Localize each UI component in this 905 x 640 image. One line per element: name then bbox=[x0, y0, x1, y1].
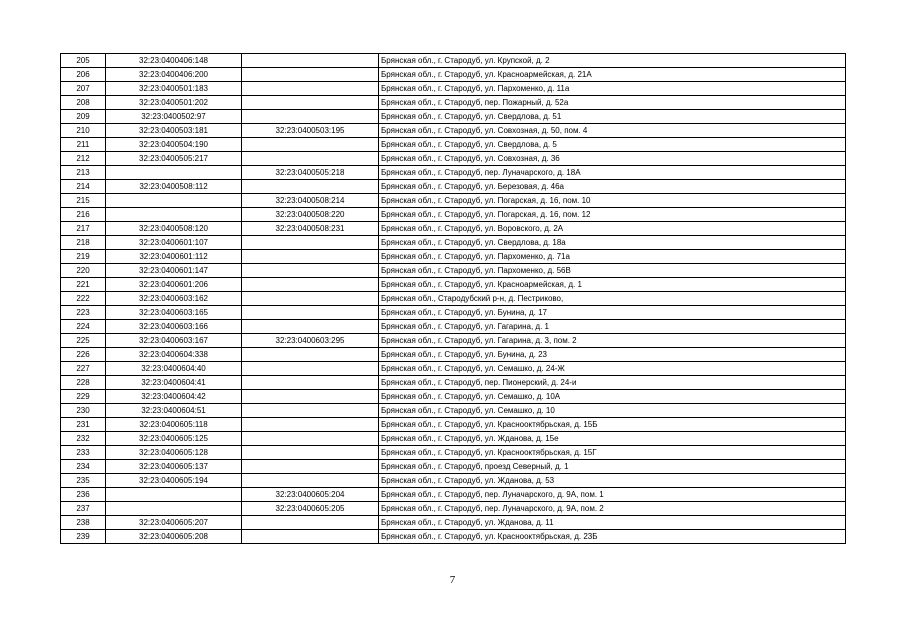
row-number-cell: 222 bbox=[61, 292, 106, 306]
table-row bbox=[61, 334, 846, 348]
cadastral-number-2-cell bbox=[242, 278, 379, 292]
cadastral-number-cell: 32:23:0400502:97 bbox=[106, 110, 242, 124]
table-row bbox=[61, 222, 846, 236]
row-number-cell: 215 bbox=[61, 194, 106, 208]
table-row bbox=[61, 124, 846, 138]
row-number-cell: 229 bbox=[61, 390, 106, 404]
row-number-cell: 210 bbox=[61, 124, 106, 138]
table-row bbox=[61, 348, 846, 362]
cadastral-number-2-cell bbox=[242, 348, 379, 362]
cadastral-number-2-cell bbox=[242, 474, 379, 488]
cadastral-number-cell bbox=[106, 488, 242, 502]
row-number-cell: 235 bbox=[61, 474, 106, 488]
cadastral-number-2-cell: 32:23:0400508:214 bbox=[242, 194, 379, 208]
table-row bbox=[61, 208, 846, 222]
cadastral-number-cell bbox=[106, 208, 242, 222]
cadastral-number-2-cell bbox=[242, 320, 379, 334]
cadastral-number-2-cell bbox=[242, 306, 379, 320]
row-number-cell: 214 bbox=[61, 180, 106, 194]
table-row bbox=[61, 194, 846, 208]
address-cell: Брянская обл., г. Стародуб, ул. Бунина, д. 23 bbox=[379, 348, 846, 362]
cadastral-number-cell: 32:23:0400605:128 bbox=[106, 446, 242, 460]
cadastral-number-cell: 32:23:0400406:200 bbox=[106, 68, 242, 82]
table-row bbox=[61, 390, 846, 404]
address-cell: Брянская обл., г. Стародуб, ул. Жданова, д. 53 bbox=[379, 474, 846, 488]
cadastral-number-2-cell: 32:23:0400503:195 bbox=[242, 124, 379, 138]
address-cell: Брянская обл., г. Стародуб, ул. Семашко, д. 10А bbox=[379, 390, 846, 404]
row-number-cell: 238 bbox=[61, 516, 106, 530]
cadastral-number-2-cell bbox=[242, 54, 379, 68]
cadastral-number-2-cell bbox=[242, 390, 379, 404]
cadastral-number-cell: 32:23:0400504:190 bbox=[106, 138, 242, 152]
address-cell: Брянская обл., г. Стародуб, пер. Пожарный, д. 52а bbox=[379, 96, 846, 110]
cadastral-number-cell: 32:23:0400604:41 bbox=[106, 376, 242, 390]
row-number-cell: 221 bbox=[61, 278, 106, 292]
row-number-cell: 234 bbox=[61, 460, 106, 474]
row-number-cell: 226 bbox=[61, 348, 106, 362]
cadastral-number-cell: 32:23:0400605:208 bbox=[106, 530, 242, 544]
table-row bbox=[61, 460, 846, 474]
cadastral-number-2-cell bbox=[242, 152, 379, 166]
row-number-cell: 216 bbox=[61, 208, 106, 222]
cadastral-number-cell: 32:23:0400604:338 bbox=[106, 348, 242, 362]
cadastral-number-cell: 32:23:0400505:217 bbox=[106, 152, 242, 166]
row-number-cell: 211 bbox=[61, 138, 106, 152]
cadastral-number-cell: 32:23:0400603:165 bbox=[106, 306, 242, 320]
registry-table bbox=[60, 53, 846, 544]
row-number-cell: 231 bbox=[61, 418, 106, 432]
row-number-cell: 213 bbox=[61, 166, 106, 180]
cadastral-number-cell: 32:23:0400406:148 bbox=[106, 54, 242, 68]
table-row bbox=[61, 180, 846, 194]
address-cell: Брянская обл., г. Стародуб, ул. Красноармейская, д. 1 bbox=[379, 278, 846, 292]
table-row bbox=[61, 152, 846, 166]
row-number-cell: 205 bbox=[61, 54, 106, 68]
cadastral-number-2-cell bbox=[242, 236, 379, 250]
cadastral-number-2-cell bbox=[242, 138, 379, 152]
cadastral-number-2-cell bbox=[242, 460, 379, 474]
address-cell: Брянская обл., г. Стародуб, ул. Пархоменко, д. 71а bbox=[379, 250, 846, 264]
table-row bbox=[61, 96, 846, 110]
cadastral-number-cell: 32:23:0400508:112 bbox=[106, 180, 242, 194]
table-row bbox=[61, 432, 846, 446]
table-row bbox=[61, 278, 846, 292]
table-row bbox=[61, 320, 846, 334]
cadastral-number-cell bbox=[106, 166, 242, 180]
cadastral-number-2-cell bbox=[242, 250, 379, 264]
address-cell: Брянская обл., г. Стародуб, ул. Пархоменко, д. 11а bbox=[379, 82, 846, 96]
row-number-cell: 220 bbox=[61, 264, 106, 278]
address-cell: Брянская обл., г. Стародуб, ул. Свердлова, д. 5 bbox=[379, 138, 846, 152]
cadastral-number-2-cell bbox=[242, 516, 379, 530]
row-number-cell: 219 bbox=[61, 250, 106, 264]
address-cell: Брянская обл., г. Стародуб, ул. Воровского, д. 2А bbox=[379, 222, 846, 236]
table-row bbox=[61, 474, 846, 488]
cadastral-number-2-cell bbox=[242, 376, 379, 390]
row-number-cell: 236 bbox=[61, 488, 106, 502]
address-cell: Брянская обл., г. Стародуб, ул. Краснооктябрьская, д. 15Г bbox=[379, 446, 846, 460]
cadastral-number-cell: 32:23:0400601:107 bbox=[106, 236, 242, 250]
cadastral-number-cell: 32:23:0400605:194 bbox=[106, 474, 242, 488]
table-row bbox=[61, 446, 846, 460]
row-number-cell: 217 bbox=[61, 222, 106, 236]
address-cell: Брянская обл., г. Стародуб, пер. Луначарского, д. 18А bbox=[379, 166, 846, 180]
table-row bbox=[61, 264, 846, 278]
table-row bbox=[61, 516, 846, 530]
table-row bbox=[61, 236, 846, 250]
row-number-cell: 208 bbox=[61, 96, 106, 110]
address-cell: Брянская обл., г. Стародуб, ул. Семашко, д. 10 bbox=[379, 404, 846, 418]
cadastral-number-cell: 32:23:0400501:202 bbox=[106, 96, 242, 110]
address-cell: Брянская обл., г. Стародуб, пер. Луначарского, д. 9А, пом. 2 bbox=[379, 502, 846, 516]
table-row bbox=[61, 54, 846, 68]
row-number-cell: 233 bbox=[61, 446, 106, 460]
table-row bbox=[61, 68, 846, 82]
address-cell: Брянская обл., г. Стародуб, проезд Северный, д. 1 bbox=[379, 460, 846, 474]
cadastral-number-2-cell bbox=[242, 432, 379, 446]
table-row bbox=[61, 166, 846, 180]
address-cell: Брянская обл., г. Стародуб, ул. Жданова, д. 15е bbox=[379, 432, 846, 446]
cadastral-number-2-cell bbox=[242, 418, 379, 432]
address-cell: Брянская обл., г. Стародуб, пер. Луначарского, д. 9А, пом. 1 bbox=[379, 488, 846, 502]
cadastral-number-cell: 32:23:0400503:181 bbox=[106, 124, 242, 138]
cadastral-number-2-cell bbox=[242, 68, 379, 82]
cadastral-number-cell: 32:23:0400601:112 bbox=[106, 250, 242, 264]
cadastral-number-2-cell bbox=[242, 530, 379, 544]
cadastral-number-2-cell bbox=[242, 264, 379, 278]
address-cell: Брянская обл., Стародубский р-н, д. Пестриково, bbox=[379, 292, 846, 306]
address-cell: Брянская обл., г. Стародуб, ул. Гагарина, д. 3, пом. 2 bbox=[379, 334, 846, 348]
table-row bbox=[61, 292, 846, 306]
address-cell: Брянская обл., г. Стародуб, ул. Пархоменко, д. 56В bbox=[379, 264, 846, 278]
row-number-cell: 228 bbox=[61, 376, 106, 390]
row-number-cell: 237 bbox=[61, 502, 106, 516]
cadastral-number-cell: 32:23:0400601:147 bbox=[106, 264, 242, 278]
cadastral-number-cell bbox=[106, 502, 242, 516]
row-number-cell: 209 bbox=[61, 110, 106, 124]
cadastral-number-2-cell bbox=[242, 362, 379, 376]
row-number-cell: 218 bbox=[61, 236, 106, 250]
table-row bbox=[61, 250, 846, 264]
cadastral-number-cell: 32:23:0400604:51 bbox=[106, 404, 242, 418]
address-cell: Брянская обл., г. Стародуб, ул. Свердлова, д. 18а bbox=[379, 236, 846, 250]
table-row bbox=[61, 306, 846, 320]
cadastral-number-2-cell bbox=[242, 446, 379, 460]
table-row bbox=[61, 530, 846, 544]
cadastral-number-2-cell bbox=[242, 110, 379, 124]
cadastral-number-cell: 32:23:0400501:183 bbox=[106, 82, 242, 96]
cadastral-number-cell: 32:23:0400605:207 bbox=[106, 516, 242, 530]
cadastral-number-2-cell: 32:23:0400605:205 bbox=[242, 502, 379, 516]
row-number-cell: 212 bbox=[61, 152, 106, 166]
address-cell: Брянская обл., г. Стародуб, ул. Свердлова, д. 51 bbox=[379, 110, 846, 124]
address-cell: Брянская обл., г. Стародуб, ул. Погарская, д. 16, пом. 12 bbox=[379, 208, 846, 222]
cadastral-number-2-cell: 32:23:0400508:220 bbox=[242, 208, 379, 222]
table-row bbox=[61, 502, 846, 516]
cadastral-number-2-cell bbox=[242, 180, 379, 194]
table-row bbox=[61, 404, 846, 418]
cadastral-number-cell: 32:23:0400603:167 bbox=[106, 334, 242, 348]
cadastral-number-2-cell: 32:23:0400603:295 bbox=[242, 334, 379, 348]
row-number-cell: 230 bbox=[61, 404, 106, 418]
cadastral-number-2-cell bbox=[242, 96, 379, 110]
table-row bbox=[61, 362, 846, 376]
row-number-cell: 224 bbox=[61, 320, 106, 334]
row-number-cell: 207 bbox=[61, 82, 106, 96]
row-number-cell: 239 bbox=[61, 530, 106, 544]
cadastral-number-cell bbox=[106, 194, 242, 208]
table-row bbox=[61, 138, 846, 152]
address-cell: Брянская обл., г. Стародуб, ул. Совхозная, д. 50, пом. 4 bbox=[379, 124, 846, 138]
address-cell: Брянская обл., г. Стародуб, ул. Крупской, д. 2 bbox=[379, 54, 846, 68]
cadastral-number-2-cell bbox=[242, 292, 379, 306]
address-cell: Брянская обл., г. Стародуб, ул. Бунина, д. 17 bbox=[379, 306, 846, 320]
address-cell: Брянская обл., г. Стародуб, ул. Жданова, д. 11 bbox=[379, 516, 846, 530]
page-number: 7 bbox=[449, 574, 456, 586]
table-row bbox=[61, 82, 846, 96]
cadastral-number-cell: 32:23:0400605:137 bbox=[106, 460, 242, 474]
registry-table-body bbox=[61, 54, 846, 544]
cadastral-number-cell: 32:23:0400605:125 bbox=[106, 432, 242, 446]
table-row bbox=[61, 418, 846, 432]
cadastral-number-cell: 32:23:0400508:120 bbox=[106, 222, 242, 236]
address-cell: Брянская обл., г. Стародуб, ул. Краснооктябрьская, д. 15Б bbox=[379, 418, 846, 432]
cadastral-number-2-cell: 32:23:0400605:204 bbox=[242, 488, 379, 502]
address-cell: Брянская обл., г. Стародуб, ул. Погарская, д. 16, пом. 10 bbox=[379, 194, 846, 208]
row-number-cell: 225 bbox=[61, 334, 106, 348]
cadastral-number-cell: 32:23:0400605:118 bbox=[106, 418, 242, 432]
cadastral-number-cell: 32:23:0400601:206 bbox=[106, 278, 242, 292]
cadastral-number-2-cell: 32:23:0400505:218 bbox=[242, 166, 379, 180]
row-number-cell: 232 bbox=[61, 432, 106, 446]
address-cell: Брянская обл., г. Стародуб, пер. Пионерский, д. 24-и bbox=[379, 376, 846, 390]
cadastral-number-cell: 32:23:0400604:42 bbox=[106, 390, 242, 404]
address-cell: Брянская обл., г. Стародуб, ул. Совхозная, д. 36 bbox=[379, 152, 846, 166]
row-number-cell: 206 bbox=[61, 68, 106, 82]
address-cell: Брянская обл., г. Стародуб, ул. Семашко, д. 24-Ж bbox=[379, 362, 846, 376]
table-row bbox=[61, 110, 846, 124]
row-number-cell: 227 bbox=[61, 362, 106, 376]
row-number-cell: 223 bbox=[61, 306, 106, 320]
cadastral-number-2-cell bbox=[242, 404, 379, 418]
address-cell: Брянская обл., г. Стародуб, ул. Красноармейская, д. 21А bbox=[379, 68, 846, 82]
address-cell: Брянская обл., г. Стародуб, ул. Березовая, д. 46а bbox=[379, 180, 846, 194]
table-row bbox=[61, 488, 846, 502]
cadastral-number-cell: 32:23:0400604:40 bbox=[106, 362, 242, 376]
cadastral-number-2-cell: 32:23:0400508:231 bbox=[242, 222, 379, 236]
address-cell: Брянская обл., г. Стародуб, ул. Краснооктябрьская, д. 23Б bbox=[379, 530, 846, 544]
table-row bbox=[61, 376, 846, 390]
cadastral-number-cell: 32:23:0400603:162 bbox=[106, 292, 242, 306]
cadastral-number-2-cell bbox=[242, 82, 379, 96]
address-cell: Брянская обл., г. Стародуб, ул. Гагарина, д. 1 bbox=[379, 320, 846, 334]
cadastral-number-cell: 32:23:0400603:166 bbox=[106, 320, 242, 334]
